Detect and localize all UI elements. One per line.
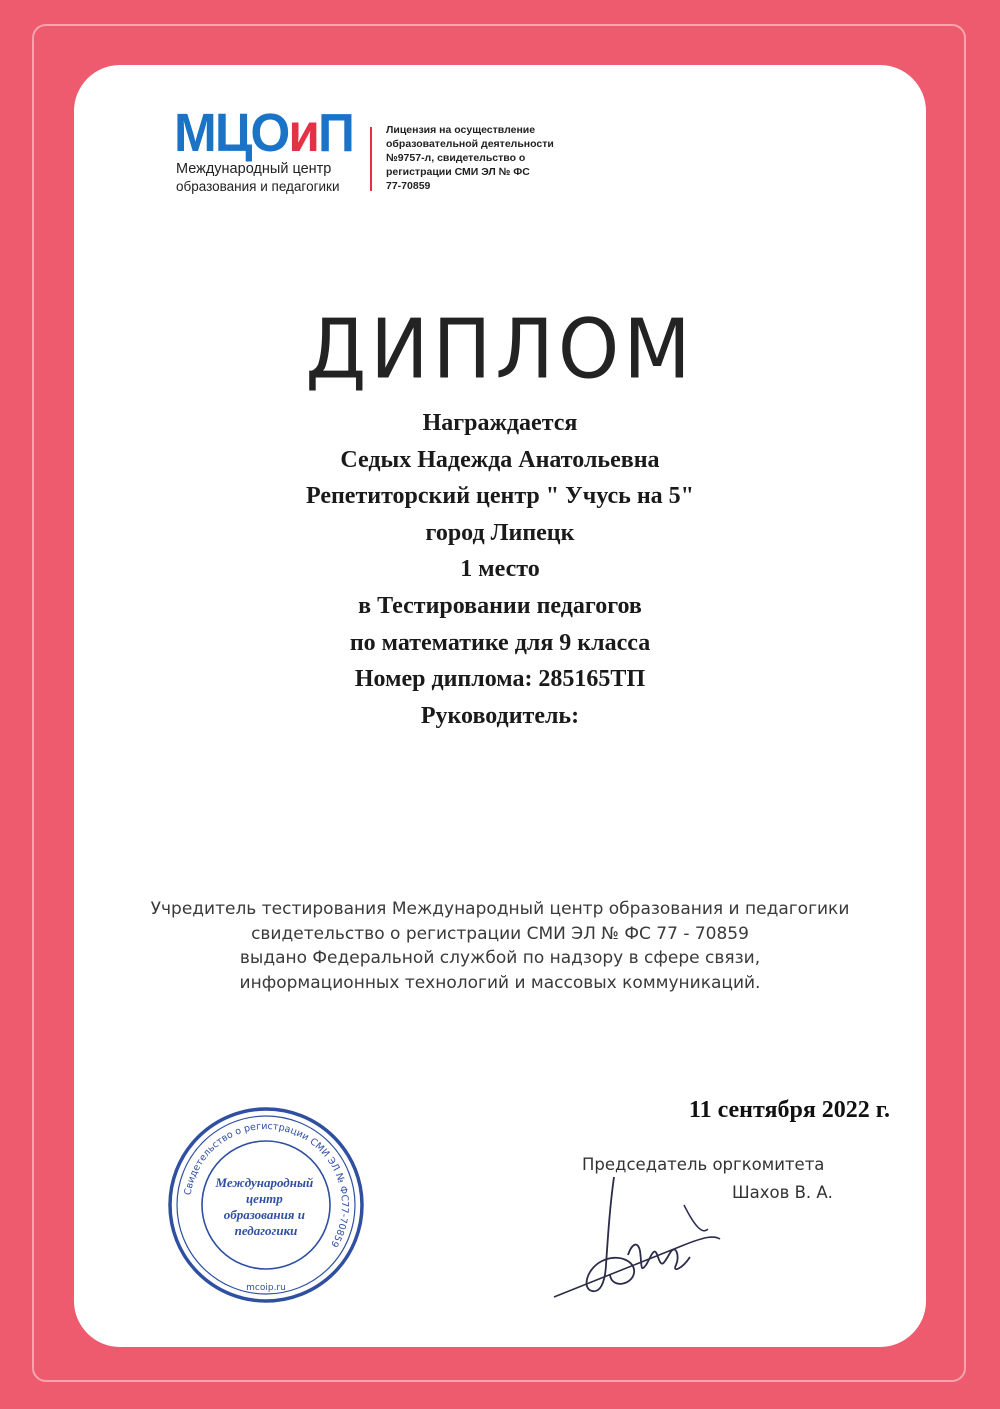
awardee-name: Седых Надежда Анатольевна <box>340 446 660 473</box>
license-text: Лицензия на осуществление образовательной деятельности №9757-л, свидетельство о регистрации СМИ ЭЛ № ФС 77-70859 <box>386 124 554 192</box>
award-line: в Тестировании педагогов <box>358 592 642 619</box>
chairman-name: Шахов В. А. <box>732 1183 833 1202</box>
issue-date: 11 сентября 2022 г. <box>688 1097 890 1123</box>
diploma-title: ДИПЛОМ <box>305 302 695 398</box>
diploma-card <box>74 65 926 1347</box>
diploma-number: Номер диплома: 285165ТП <box>354 666 646 693</box>
svg-text:Свидетельство о регистрации СМ: Свидетельство о регистрации СМИ ЭЛ № ФС77-70859 <box>182 1120 351 1249</box>
award-text <box>74 405 926 734</box>
logo-divider <box>370 127 372 191</box>
organization-logo <box>174 105 564 205</box>
award-line: Репетиторский центр " Учусь на 5" <box>305 483 695 510</box>
chairman-signature <box>544 1165 724 1305</box>
chairman-title: Председатель оргкомитета <box>582 1155 825 1174</box>
logo-name-line1: Международный центр <box>176 161 332 177</box>
organization-stamp <box>166 1105 366 1305</box>
svg-text:Международный центр: Международный центр образования и педагогики <box>215 1175 314 1238</box>
logo-name-line2: образования и педагогики <box>176 179 340 194</box>
supervisor-label: Руководитель: <box>420 702 580 729</box>
award-line: по математике для 9 класса <box>349 629 651 656</box>
award-line: Награждается <box>422 410 578 436</box>
logo-mark: МЦОиП <box>174 103 354 163</box>
award-place: 1 место <box>460 556 540 583</box>
svg-text:mcoip.ru: mcoip.ru <box>246 1283 286 1293</box>
founder-info: Учредитель тестирования Международный центр образования и педагогики свидетельство о регистрации СМИ ЭЛ № ФС 77 - 70859 выдано Федеральной службой по надзору в сфере связи, информационных технологий и массовых коммуникаций. <box>150 899 850 993</box>
award-line: город Липецк <box>425 519 575 546</box>
